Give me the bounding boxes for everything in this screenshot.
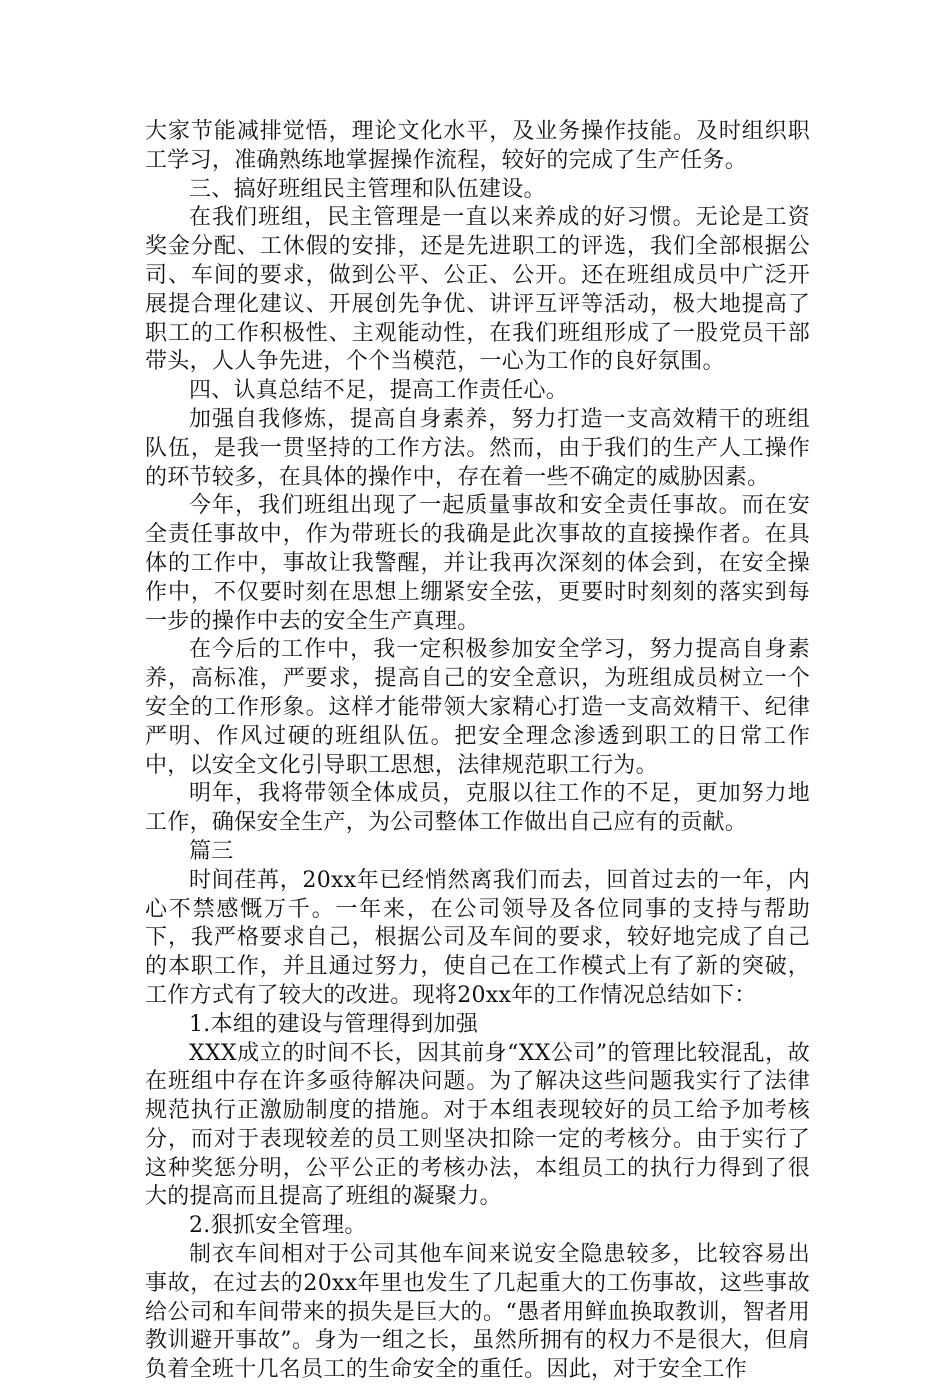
body-paragraph: 加强自我修炼，提高自身素养，努力打造一支高效精干的班组队伍，是我一贯坚持的工作方法。然而，由于我们的生产人工操作的环节较多，在具体的操作中，存在着一些不确定的威胁因素。: [145, 406, 810, 490]
body-paragraph: 时间荏苒，20xx年已经悄然离我们而去，回首过去的一年，内心不禁感慨万千。一年来，在公司领导及各位同事的支持与帮助下，我严格要求自己，根据公司及车间的要求，较好地完成了自己的本职工作，并且通过努力，使自己在工作模式上有了新的突破，工作方式有了较大的改进。现将20xx年的工作情况总结如下：: [145, 867, 810, 1008]
section-heading: 1.本组的建设与管理得到加强: [189, 1011, 479, 1037]
section-heading: 2.狠抓安全管理。: [189, 1213, 367, 1239]
document-body: [145, 118, 810, 1385]
section-heading: 四、认真总结不足，提高工作责任心。: [189, 378, 569, 404]
body-paragraph: 在我们班组，民主管理是一直以来养成的好习惯。无论是工资奖金分配、工休假的安排，还是先进职工的评选，我们全部根据公司、车间的要求，做到公平、公正、公开。还在班组成员中广泛开展提合理化建议、开展创先争优、讲评互评等活动，极大地提高了职工的工作积极性、主观能动性，在我们班组形成了一股党员干部带头，人人争先进，个个当模范，一心为工作的良好氛围。: [145, 205, 810, 375]
body-paragraph: 今年，我们班组出现了一起质量事故和安全责任事故。而在安全责任事故中，作为带班长的我确是此次事故的直接操作者。在具体的工作中，事故让我警醒，并让我再次深刻的体会到，在安全操作中，不仅要时刻在思想上绷紧安全弦，更要时时刻刻的落实到每一步的操作中去的安全生产真理。: [145, 493, 810, 634]
section-heading: 三、搞好班组民主管理和队伍建设。: [189, 176, 546, 202]
body-paragraph: XXX成立的时间不长，因其前身“XX公司”的管理比较混乱，故在班组中存在许多亟待解决问题。为了解决这些问题我实行了法律规范执行正激励制度的措施。对于本组表现较好的员工给予加考核分，而对于表现较差的员工则坚决扣除一定的考核分。由于实行了这种奖惩分明，公平公正的考核办法，本组员工的执行力得到了很大的提高而且提高了班组的凝聚力。: [145, 1040, 810, 1210]
body-paragraph: 明年，我将带领全体成员，克服以往工作的不足，更加努力地工作，确保安全生产，为公司整体工作做出自己应有的贡献。: [145, 781, 810, 836]
body-paragraph: 在今后的工作中，我一定积极参加安全学习，努力提高自身素养，高标准，严要求，提高自己的安全意识，为班组成员树立一个安全的工作形象。这样才能带领大家精心打造一支高效精干、纪律严明、作风过硬的班组队伍。把安全理念渗透到职工的日常工作中，以安全文化引导职工思想，法律规范职工行为。: [145, 637, 810, 778]
body-paragraph: 制衣车间相对于公司其他车间来说安全隐患较多，比较容易出事故，在过去的20xx年里也发生了几起重大的工伤事故，这些事故给公司和车间带来的损失是巨大的。“愚者用鲜血换取教训，智者用教训避开事故”。身为一组之长，虽然所拥有的权力不是很大，但肩负着全班十几名员工的生命安全的重任。因此，对于安全工作: [145, 1242, 810, 1383]
body-paragraph: 大家节能减排觉悟，理论文化水平，及业务操作技能。及时组织职工学习，准确熟练地掌握操作流程，较好的完成了生产任务。: [145, 119, 810, 173]
part-heading: 篇三: [189, 838, 234, 864]
